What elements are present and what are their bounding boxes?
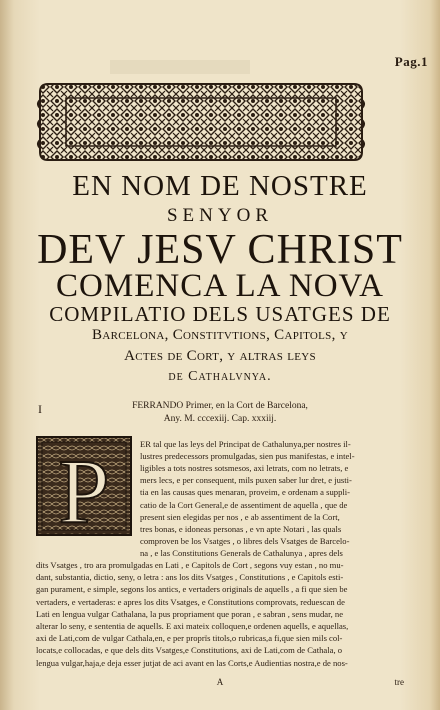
- title-line-6: Barcelona, Constitvtions, Capitols, y: [92, 327, 348, 343]
- body-line: axi de Lati,com de vulgar Cathala,en, e per proprïs titols,o rubricas,a fi,que sien mils col-: [36, 633, 343, 644]
- signature-mark: A: [216, 677, 224, 687]
- page-number: Pag.1: [394, 54, 428, 69]
- title-line-7: Actes de Cort, y altras leys: [124, 348, 316, 364]
- chapter-heading-line-1: FERRANDO Primer, en la Cort de Barcelona,: [132, 401, 308, 411]
- show-through-text: [110, 60, 250, 74]
- body-line: lustres predecessors promulgadas, sien pus manifestas, e intel-: [140, 451, 355, 462]
- body-line: ER tal que las leys del Principat de Cathalunya,per nostres il-: [140, 439, 351, 449]
- body-line: gan purament, e simple, segons los antics, e vertaders originals de aquells , a fi que sien be: [36, 584, 348, 595]
- body-line: comproven be los Vsatges , o libres dels Vsatges de Barcelo-: [140, 535, 350, 546]
- title-line-8: de Cathalvnya.: [168, 369, 272, 384]
- body-line: mers lecs, e per consequent, mils puxen saber lur dret, e justi-: [140, 475, 352, 486]
- body-line: dits Vsatges , tro ara promulgadas en Lati , e Capitols de Cort , segons vuy estan , no mu-: [36, 560, 344, 570]
- chapter-heading-line-2: Any. M. cccexiij. Cap. xxxiij.: [163, 414, 277, 424]
- body-line: dant, substantia, dictio, seny, o letra : ans los dits Vsatges , Constitutions , e Capitols esti-: [36, 572, 344, 583]
- body-line: ligibles a tots nostres sotsmesos, axi letrats, com no letrats, e: [140, 463, 349, 474]
- title-line-4: COMENCA LA NOVA: [56, 268, 384, 304]
- section-number: I: [38, 402, 42, 416]
- drop-cap-letter: P: [58, 440, 110, 536]
- body-line: lengua vulgar,haja,e deja esser jutjat de aci avant en las Corts,e Audientias nostra,e de nos-: [36, 657, 348, 668]
- title-line-2: SENYOR: [166, 205, 273, 226]
- body-line: Lati en lengua vulgar Cathalana, la pus propriament que poran , e sabran , sens mudar, ne: [36, 608, 344, 619]
- body-line: tia en las causas ques menaran, proveim, e ordenam a suppli-: [140, 487, 350, 498]
- body-line: alterar lo seny, e sententia de aquells. E axi mateix colloquen,e ordenen aquells, e aquellas,: [36, 621, 349, 631]
- title-line-1: EN NOM DE NOSTRE: [72, 170, 368, 202]
- body-line: present sien elegidas per nos , e ab assentiment de la Cort,: [140, 511, 340, 522]
- body-line: catio de la Cort General,e de assentiment de aquella , que de: [140, 499, 348, 510]
- catchword: tre: [394, 677, 404, 687]
- body-line: vertaders, e vertaderas: e apres los dits Vsatges, e Constitutions comprovats, reduescan de: [36, 596, 345, 607]
- title-line-3: DEV JESV CHRIST: [37, 227, 403, 273]
- body-line: tres bonas, e idoneas personas , e vn apte Notari , las quals: [140, 523, 342, 534]
- ornamental-headpiece: [36, 80, 366, 164]
- body-line: na , e las Constitutions Generals de Cathalunya , apres dels: [140, 547, 343, 558]
- decorated-initial: [36, 436, 132, 536]
- title-line-5: COMPILATIO DELS USATGES DE: [49, 302, 391, 326]
- body-line: locats,e collocadas, e que dels dits Vsatges,e Constitutions, axi de Lati,com de Cathala, o: [36, 645, 343, 656]
